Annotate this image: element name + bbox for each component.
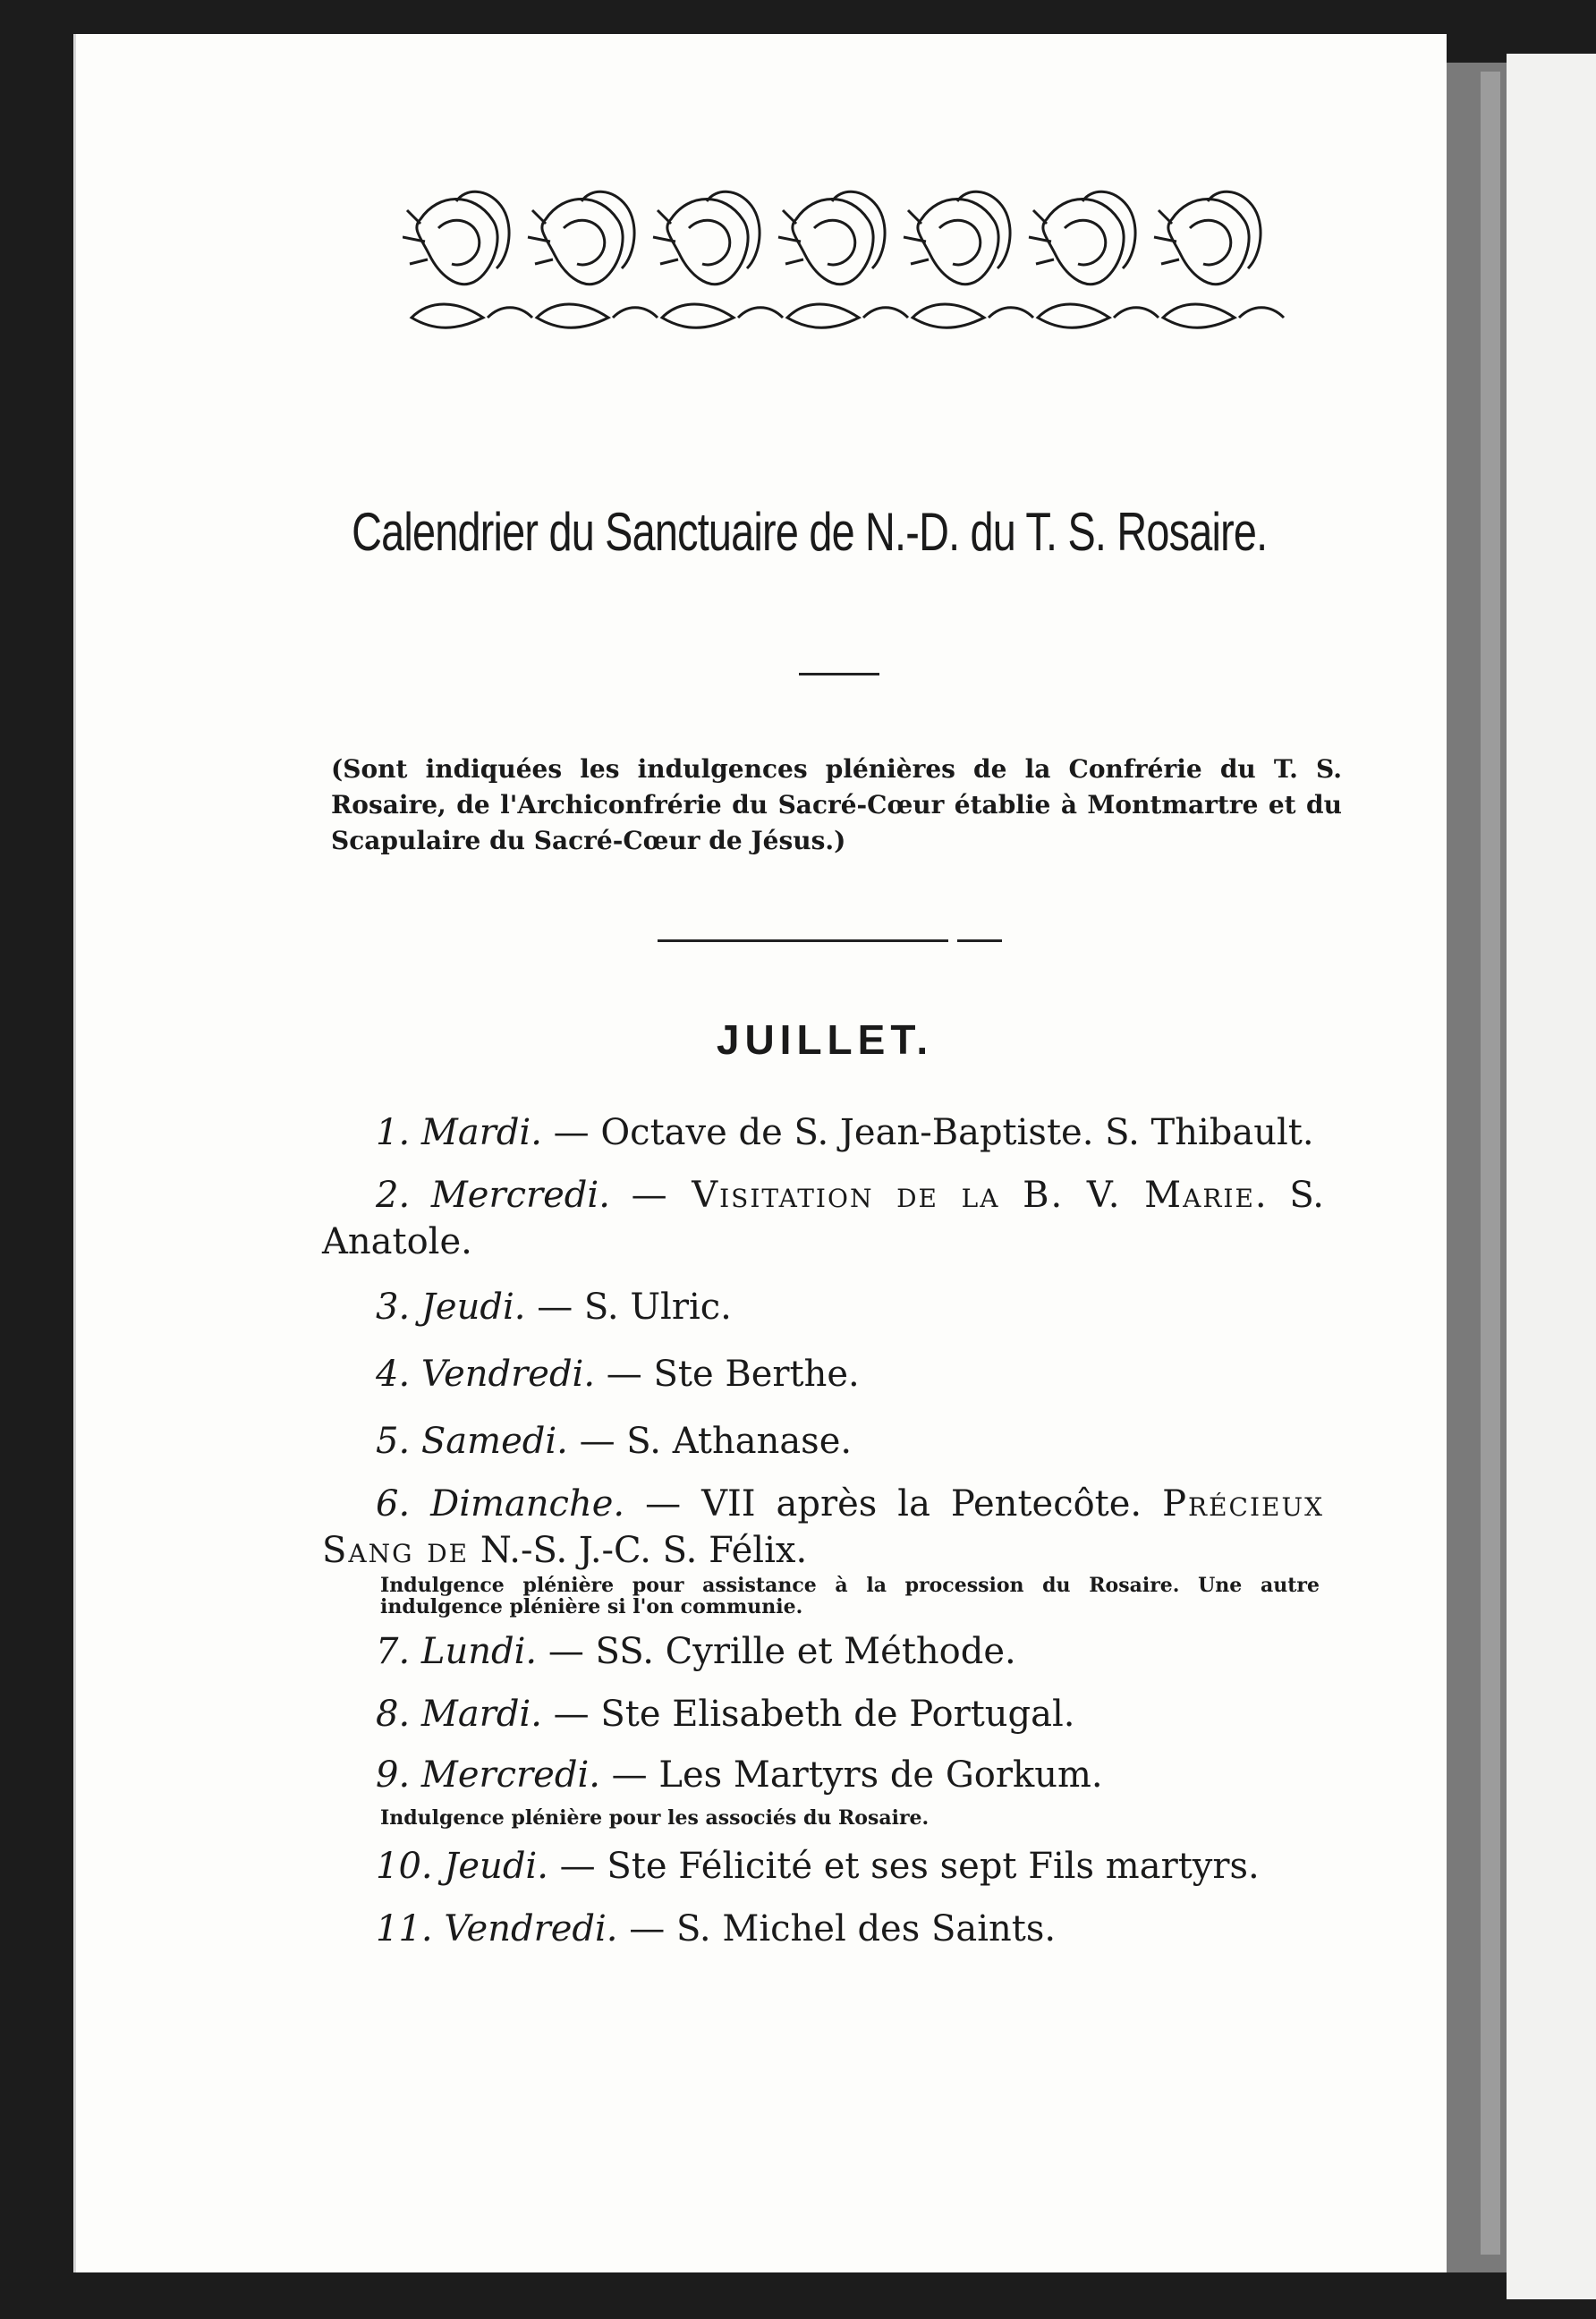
list-item [322, 1752, 1324, 1798]
entry-number: 7. [376, 1631, 411, 1672]
month-heading: JUILLET. [716, 1016, 934, 1063]
entry-indulgence: Indulgence plénière pour assistance à la procession du Rosaire. Une autre indulgence plénière si l'on communie. [380, 1574, 1320, 1618]
list-item [322, 1418, 1324, 1465]
entry-feast: — Visitation de la B. V. Marie. [631, 1175, 1269, 1216]
list-item [322, 1691, 1324, 1737]
entry-number: 2. [376, 1175, 411, 1216]
list-item [322, 1628, 1324, 1675]
entry-text: — VII après la Pentecôte. [645, 1483, 1142, 1525]
entry-day: Mercredi. [420, 1754, 600, 1796]
entry-text: — Octave de S. Jean-Baptiste. S. Thibault. [553, 1112, 1314, 1153]
entry-number: 8. [376, 1694, 411, 1735]
list-item [322, 1906, 1324, 1952]
list-item [322, 1843, 1324, 1890]
list-item [322, 1481, 1324, 1574]
entry-day: Mardi. [420, 1694, 542, 1735]
entry-text: — SS. Cyrille et Méthode. [548, 1631, 1016, 1672]
floral-border-ornament [403, 183, 1315, 353]
list-item [322, 1284, 1324, 1330]
list-item [322, 1109, 1324, 1156]
entry-day: Mercredi. [430, 1175, 610, 1216]
entry-text-continued: N.-S. J.-C. S. Félix. [480, 1530, 808, 1571]
divider-gap [948, 939, 957, 942]
entry-number: 11. [376, 1908, 433, 1949]
entry-day: Vendredi. [420, 1354, 596, 1395]
entry-indulgence: Indulgence plénière pour les associés du Rosaire. [380, 1806, 930, 1830]
entry-text: — S. Ulric. [537, 1287, 732, 1328]
entry-number: 9. [376, 1754, 411, 1796]
entry-text: — S. Michel des Saints. [629, 1908, 1057, 1949]
entry-text: — Ste Berthe. [606, 1354, 860, 1395]
entry-day: Mardi. [420, 1112, 542, 1153]
entry-number: 4. [376, 1354, 411, 1395]
entry-day: Vendredi. [444, 1908, 618, 1949]
indulgence-note: (Sont indiquées les indulgences plénières de la Confrérie du T. S. Rosaire, de l'Archiconfrérie du Sacré-Cœur établie à Montmartre et du Scapulaire du Sacré-Cœur de Jésus.) [331, 754, 1342, 855]
entry-text: — Ste Félicité et ses sept Fils martyrs. [559, 1846, 1260, 1887]
entry-number: 6. [376, 1483, 411, 1525]
entry-text: — S. Athanase. [579, 1421, 853, 1462]
adjacent-page-edge [1507, 54, 1596, 2299]
entry-text: S. Anatole. [322, 1175, 1325, 1262]
entry-day: Dimanche. [430, 1483, 625, 1525]
entry-text: — Ste Elisabeth de Portugal. [553, 1694, 1075, 1735]
book-spine-highlight [1481, 72, 1500, 2255]
calendar-title: Calendrier du Sanctuaire de N.-D. du T. S. Rosaire. [352, 502, 1268, 562]
entry-number: 10. [376, 1846, 433, 1887]
entry-day: Jeudi. [444, 1846, 548, 1887]
list-item [322, 1351, 1324, 1397]
entry-day: Lundi. [420, 1631, 538, 1672]
list-item [322, 1172, 1324, 1265]
entry-number: 3. [376, 1287, 411, 1328]
entry-number: 5. [376, 1421, 411, 1462]
entry-day: Samedi. [420, 1421, 568, 1462]
entry-day: Jeudi. [420, 1287, 526, 1328]
entry-number: 1. [376, 1112, 411, 1153]
entry-text: — Les Martyrs de Gorkum. [611, 1754, 1103, 1796]
entry-feast: Précieux Sang de [322, 1483, 1325, 1571]
divider-short [799, 673, 879, 675]
